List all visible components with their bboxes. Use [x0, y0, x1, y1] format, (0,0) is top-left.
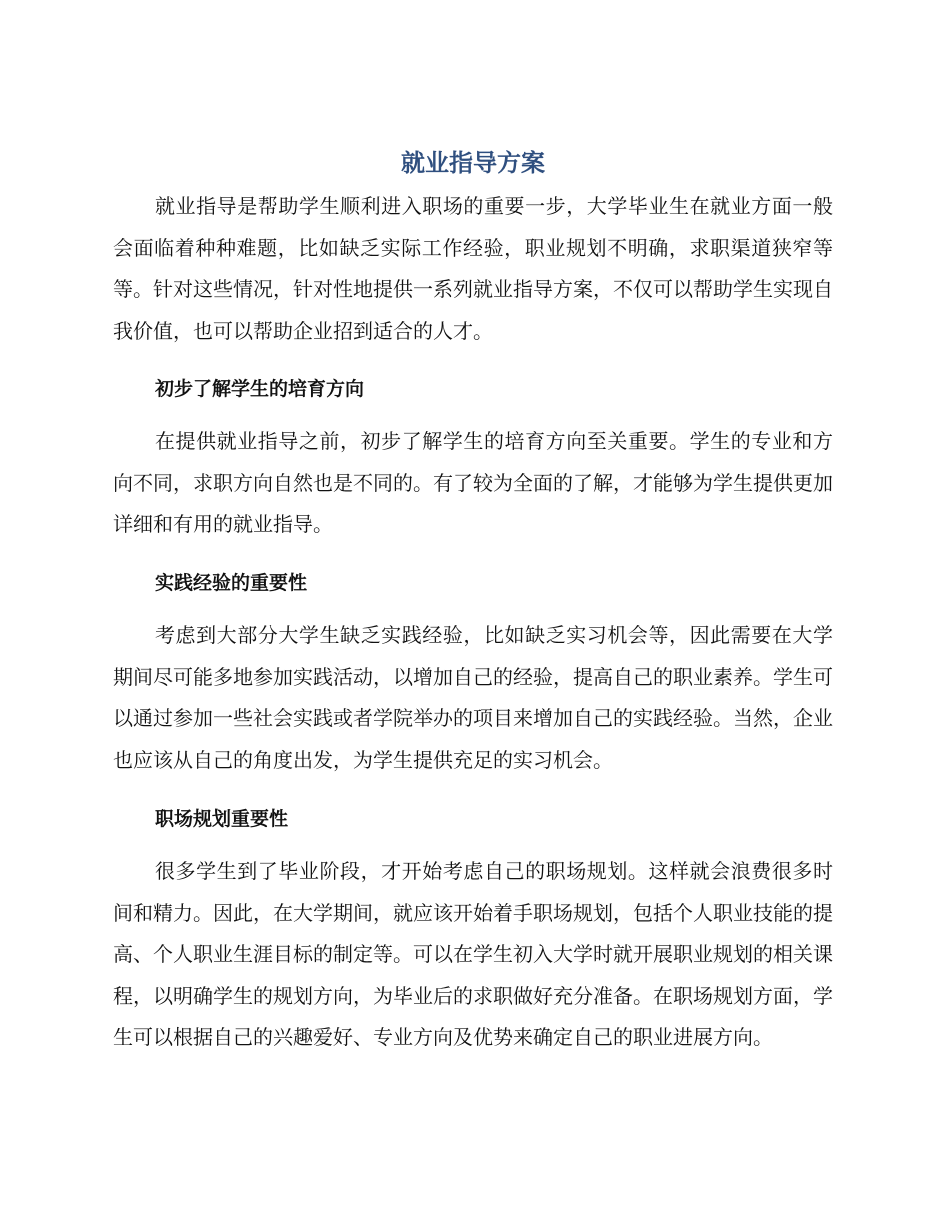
section-heading-practical-experience: 实践经验的重要性 — [155, 572, 308, 594]
section-body-practical-experience: 考虑到大部分大学生缺乏实践经验，比如缺乏实习机会等，因此需要在大学期间尽可能多地参加实践活动，以增加自己的经验，提高自己的职业素养。学生可以通过参加一些社会实践或者学院举办的项目来增加自己的实践经验。当然，企业也应该从自己的角度出发，为学生提供充足的实习机会。 — [113, 623, 833, 772]
section-body-training-direction: 在提供就业指导之前，初步了解学生的培育方向至关重要。学生的专业和方向不同，求职方向自然也是不同的。有了较为全面的了解，才能够为学生提供更加详细和有用的就业指导。 — [113, 429, 833, 536]
section-heading-career-planning: 职场规划重要性 — [155, 808, 289, 830]
section-heading-training-direction: 初步了解学生的培育方向 — [155, 378, 365, 400]
document-title: 就业指导方案 — [401, 149, 545, 177]
section-body-career-planning: 很多学生到了毕业阶段，才开始考虑自己的职场规划。这样就会浪费很多时间和精力。因此，在大学期间，就应该开始着手职场规划，包括个人职业技能的提高、个人职业生涯目标的制定等。可以在学生初入大学时就开展职业规划的相关课程，以明确学生的规划方向，为毕业后的求职做好充分准备。在职场规划方面，学生可以根据自己的兴趣爱好、专业方向及优势来确定自己的职业进展方向。 — [113, 859, 833, 1049]
intro-paragraph: 就业指导是帮助学生顺利进入职场的重要一步，大学毕业生在就业方面一般会面临着种种难题，比如缺乏实际工作经验，职业规划不明确，求职渠道狭窄等等。针对这些情况，针对性地提供一系列就业指导方案，不仅可以帮助学生实现自我价值，也可以帮助企业招到适合的人才。 — [113, 194, 833, 343]
